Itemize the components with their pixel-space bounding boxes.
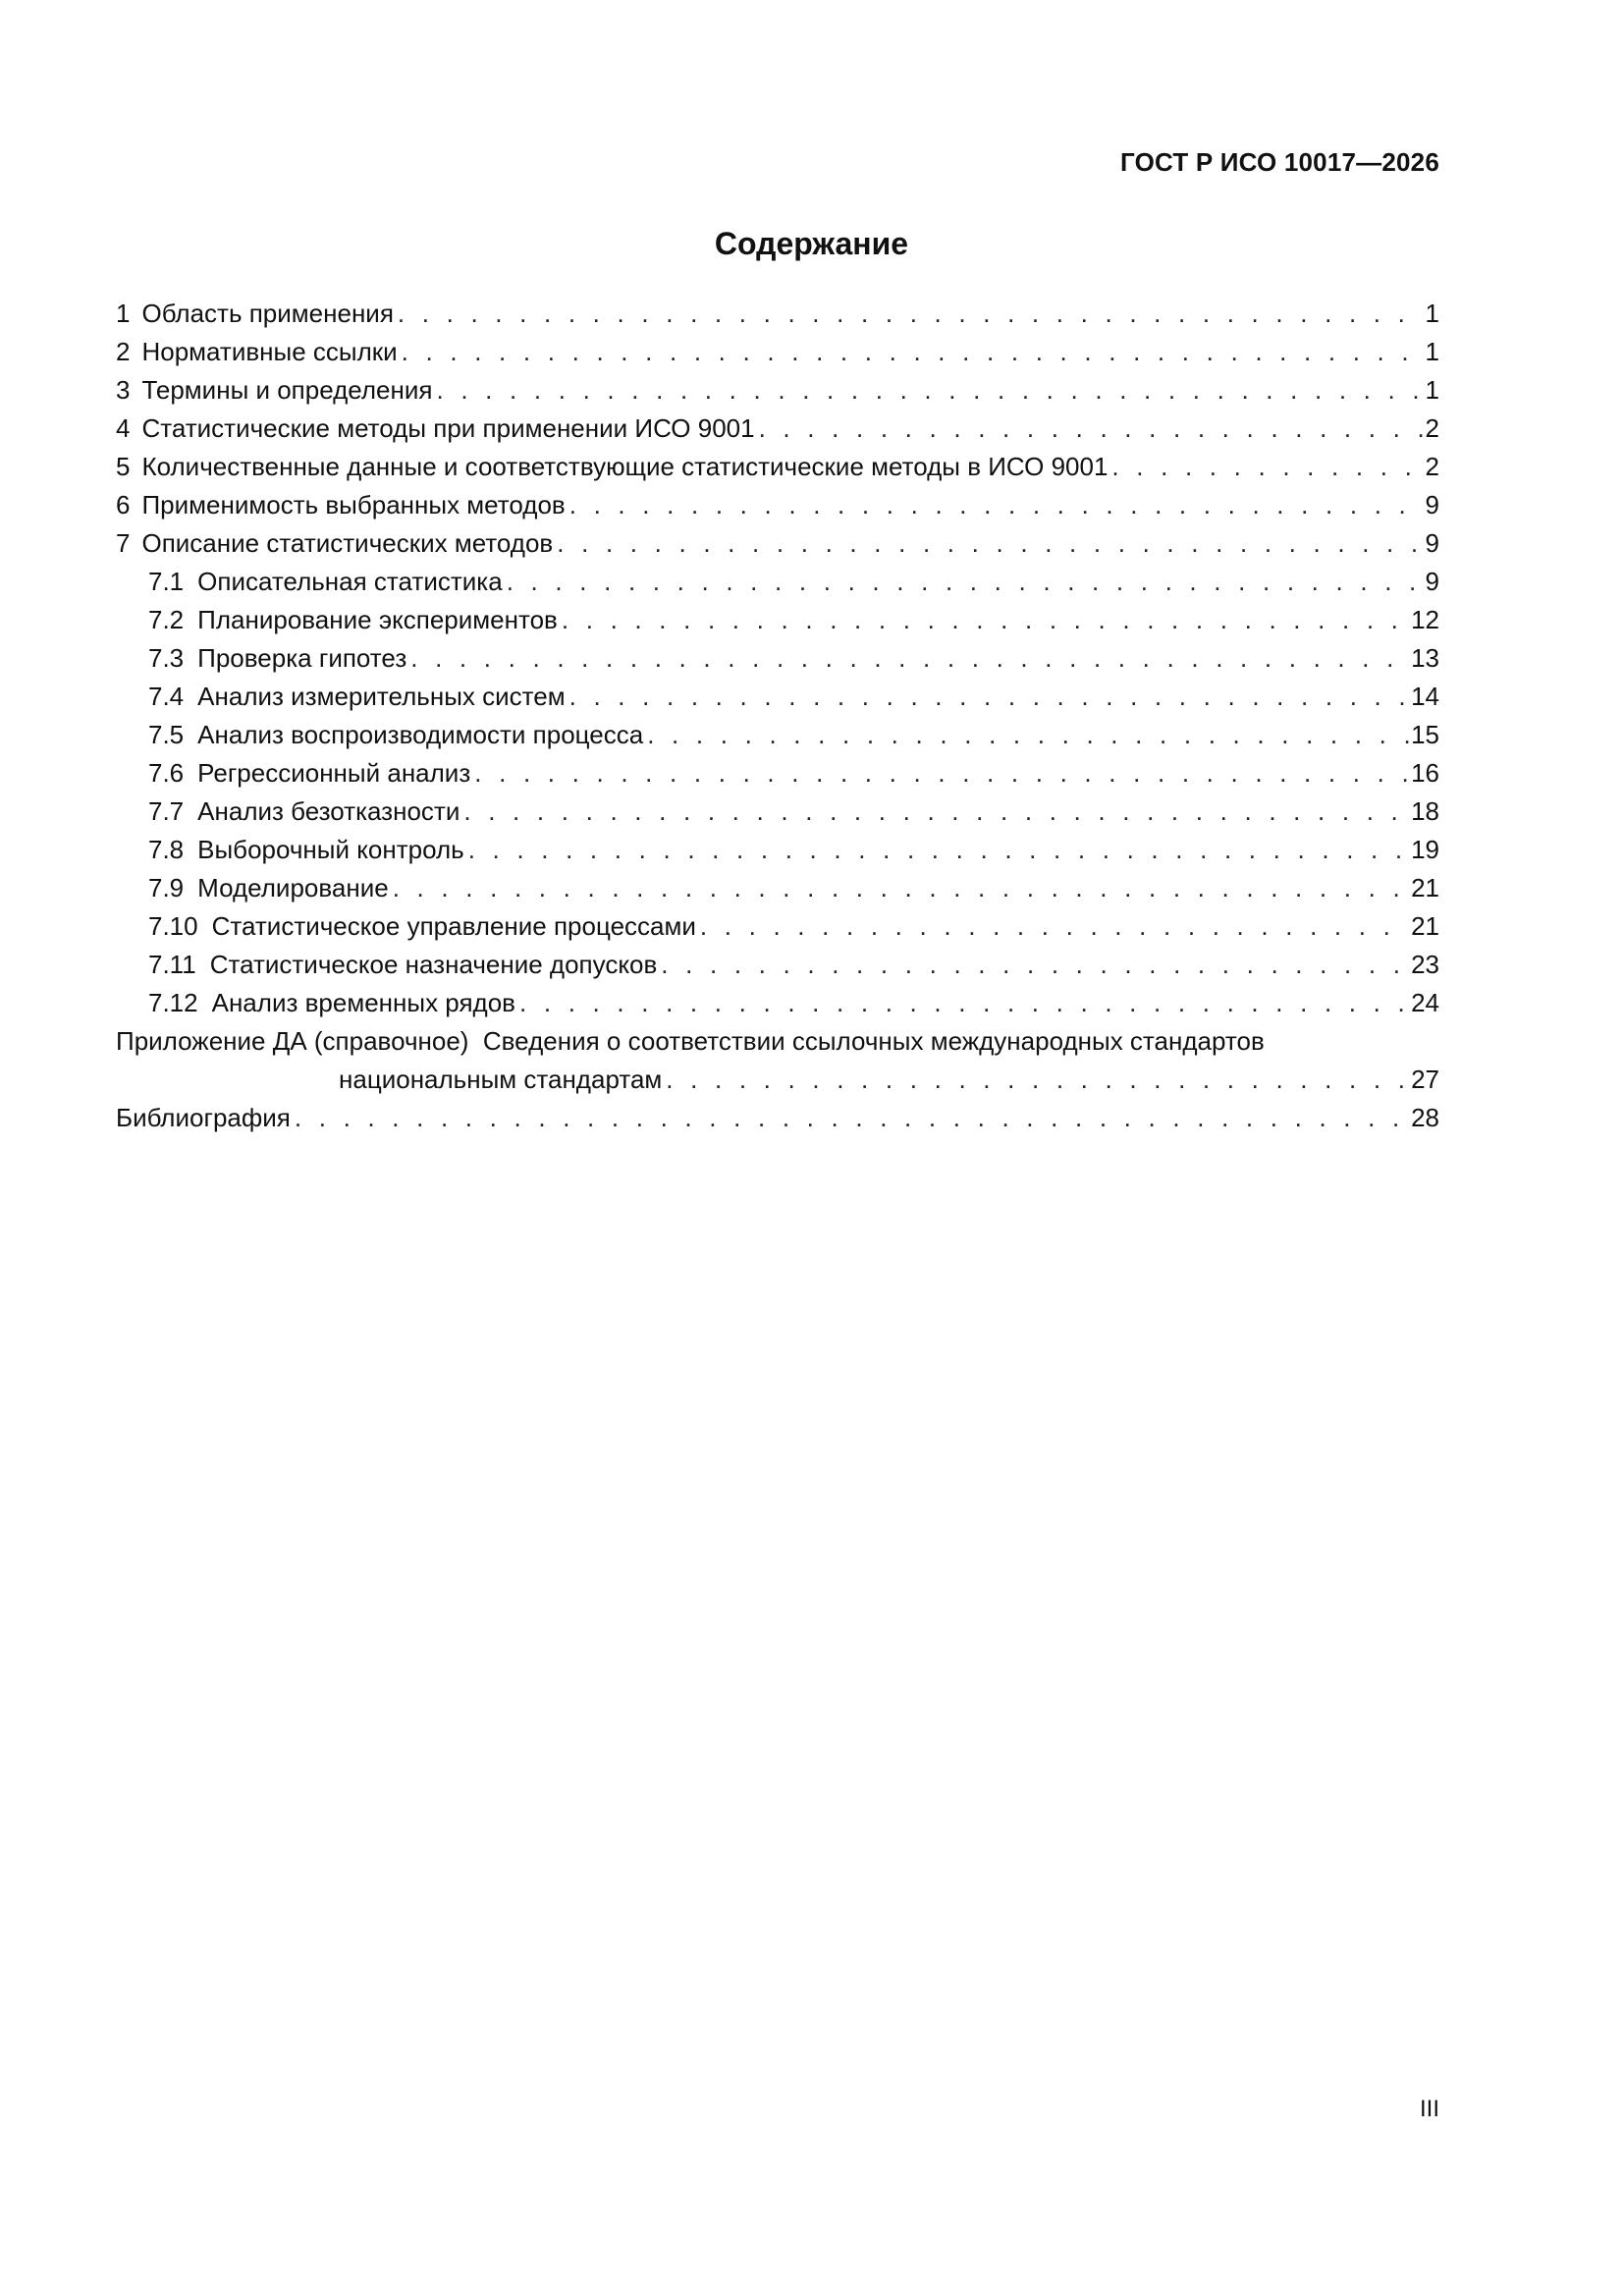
dot-leader: [402, 333, 1424, 371]
toc-entry-title: Термины и определения: [141, 375, 433, 405]
toc-entry-number: 7.9: [148, 873, 185, 902]
toc-entry-title: Планирование экспериментов: [197, 605, 558, 634]
toc-entry-page: 27: [1411, 1065, 1439, 1094]
toc-entry-1[interactable]: [116, 295, 1439, 333]
toc-entry-title: Применимость выбранных методов: [141, 490, 566, 519]
toc-entry-page: 16: [1411, 758, 1439, 788]
toc-entry-page: 2: [1425, 413, 1439, 443]
toc-entry-title: Анализ временных рядов: [211, 988, 515, 1017]
toc-annex-title-continued: национальным стандартам: [339, 1065, 663, 1094]
toc-entry-7-11[interactable]: [116, 946, 1439, 984]
toc-entry-number: 1: [116, 299, 131, 328]
toc-entry-title: Нормативные ссылки: [141, 337, 398, 366]
dot-leader: [562, 601, 1409, 639]
toc-title: Содержание: [714, 226, 909, 261]
toc-entry-title: Описательная статистика: [197, 567, 503, 596]
toc-entry-number: 7.4: [148, 682, 185, 711]
dot-leader: [1111, 448, 1423, 486]
table-of-contents: [116, 295, 1439, 1137]
toc-entry-7-9[interactable]: [116, 869, 1439, 907]
toc-entry-title: Анализ безотказности: [197, 796, 460, 826]
toc-entry-7-12[interactable]: [116, 984, 1439, 1022]
toc-entry-annex[interactable]: [116, 1022, 1439, 1061]
dot-leader: [569, 678, 1409, 716]
toc-entry-6[interactable]: [116, 486, 1439, 524]
toc-entry-page: 18: [1411, 796, 1439, 826]
dot-leader: [700, 907, 1409, 946]
toc-entry-page: 14: [1411, 682, 1439, 711]
toc-entry-3[interactable]: [116, 371, 1439, 410]
toc-entry-number: 7.6: [148, 758, 185, 788]
toc-entry-number: 7.10: [148, 911, 198, 941]
dot-leader: [661, 946, 1409, 984]
toc-entry-page: 1: [1425, 337, 1439, 366]
dot-leader: [410, 639, 1409, 678]
toc-entry-4[interactable]: [116, 410, 1439, 448]
dot-leader: [295, 1099, 1409, 1137]
toc-entry-annex-continued[interactable]: [116, 1061, 1439, 1099]
dot-leader: [398, 295, 1424, 333]
toc-entry-title: Выборочный контроль: [197, 835, 464, 864]
toc-entry-title: Количественные данные и соответствующие статистические методы в ИСО 9001: [141, 452, 1109, 481]
toc-entry-title: Библиография: [116, 1103, 291, 1132]
toc-entry-page: 19: [1411, 835, 1439, 864]
toc-entry-number: 4: [116, 413, 131, 443]
toc-entry-7-6[interactable]: [116, 754, 1439, 793]
toc-entry-bibliography[interactable]: [116, 1099, 1439, 1137]
toc-entry-number: 7.3: [148, 643, 185, 673]
toc-entry-title: Область применения: [141, 299, 394, 328]
toc-entry-number: 2: [116, 337, 131, 366]
toc-entry-7-5[interactable]: [116, 716, 1439, 754]
dot-leader: [463, 793, 1409, 831]
dot-leader: [436, 371, 1423, 410]
dot-leader: [569, 486, 1424, 524]
toc-entry-title: Анализ воспроизводимости процесса: [197, 720, 644, 749]
dot-leader: [474, 754, 1409, 793]
toc-entry-2[interactable]: [116, 333, 1439, 371]
toc-entry-title: Статистическое назначение допусков: [209, 950, 658, 979]
toc-entry-7-1[interactable]: [116, 563, 1439, 601]
page-number: III: [1419, 2096, 1439, 2122]
toc-entry-page: 28: [1411, 1103, 1439, 1132]
dot-leader: [519, 984, 1409, 1022]
toc-entry-title: Регрессионный анализ: [197, 758, 471, 788]
toc-entry-page: 15: [1411, 720, 1439, 749]
toc-entry-title: Анализ измерительных систем: [197, 682, 566, 711]
dot-leader: [647, 716, 1409, 754]
toc-entry-number: 7.12: [148, 988, 198, 1017]
dot-leader: [507, 563, 1424, 601]
dot-leader: [759, 410, 1424, 448]
toc-entry-page: 21: [1411, 911, 1439, 941]
toc-entry-number: 7.8: [148, 835, 185, 864]
toc-entry-page: 21: [1411, 873, 1439, 902]
toc-entry-title: Статистические методы при применении ИСО 9001: [141, 413, 755, 443]
toc-entry-page: 1: [1425, 299, 1439, 328]
toc-entry-7-8[interactable]: [116, 831, 1439, 869]
toc-entry-number: 7.2: [148, 605, 185, 634]
toc-entry-7-2[interactable]: [116, 601, 1439, 639]
toc-entry-page: 13: [1411, 643, 1439, 673]
toc-entry-page: 9: [1425, 567, 1439, 596]
toc-entry-page: 24: [1411, 988, 1439, 1017]
toc-annex-title: Приложение ДА (справочное) Сведения о соответствии ссылочных международных стандартов: [116, 1026, 1265, 1056]
toc-entry-7[interactable]: [116, 524, 1439, 563]
toc-entry-7-4[interactable]: [116, 678, 1439, 716]
toc-entry-title: Моделирование: [197, 873, 389, 902]
toc-entry-number: 5: [116, 452, 131, 481]
toc-entry-title: Проверка гипотез: [197, 643, 407, 673]
toc-entry-page: 2: [1425, 452, 1439, 481]
toc-entry-number: 6: [116, 490, 131, 519]
toc-entry-number: 7.7: [148, 796, 185, 826]
dot-leader: [666, 1061, 1409, 1099]
toc-entry-number: 3: [116, 375, 131, 405]
toc-entry-number: 7: [116, 528, 131, 558]
dot-leader: [557, 524, 1423, 563]
toc-entry-page: 23: [1411, 950, 1439, 979]
toc-entry-7-7[interactable]: [116, 793, 1439, 831]
dot-leader: [393, 869, 1409, 907]
toc-entry-7-3[interactable]: [116, 639, 1439, 678]
toc-entry-page: 1: [1425, 375, 1439, 405]
toc-entry-title: Статистическое управление процессами: [211, 911, 696, 941]
toc-entry-number: 7.11: [148, 950, 196, 979]
toc-entry-page: 9: [1425, 528, 1439, 558]
toc-entry-number: 7.1: [148, 567, 185, 596]
toc-entry-5[interactable]: [116, 448, 1439, 486]
toc-entry-number: 7.5: [148, 720, 185, 749]
dot-leader: [468, 831, 1409, 869]
toc-entry-page: 12: [1411, 605, 1439, 634]
toc-entry-title: Описание статистических методов: [141, 528, 554, 558]
toc-entry-7-10[interactable]: [116, 907, 1439, 946]
document-designation: ГОСТ Р ИСО 10017—2026: [1119, 147, 1439, 177]
toc-entry-page: 9: [1425, 490, 1439, 519]
